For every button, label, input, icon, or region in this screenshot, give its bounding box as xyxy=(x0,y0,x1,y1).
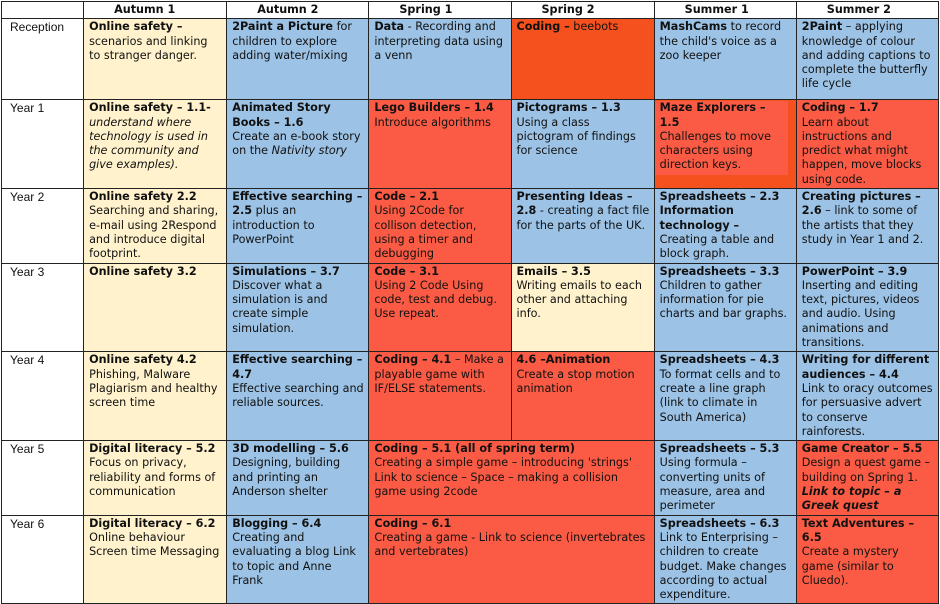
header-autumn-1: Autumn 1 xyxy=(84,2,227,19)
cell-title: Text Adventures – 6.5 xyxy=(801,516,915,544)
header-spring-1: Spring 1 xyxy=(369,2,511,19)
cell-title: Coding – 5.1 (all of spring term) xyxy=(374,442,575,456)
cell-body: Creating a simple game – introducing 'strings' Link to science – Space – making a collision game using 2code xyxy=(374,456,632,499)
cell-body: Using a class pictogram of findings for science xyxy=(516,115,636,158)
table-cell xyxy=(227,100,369,189)
cell-body: Effective searching and reliable sources. xyxy=(232,381,364,410)
cell-title: Coding – 1.7 xyxy=(801,101,879,115)
cell-title: Online safety – 1.1- xyxy=(89,101,211,115)
cell-title: Spreadsheets – 2.3 xyxy=(659,190,780,204)
table-cell xyxy=(796,352,938,441)
cell-body: Create an e-book story on the xyxy=(232,129,361,158)
table-cell xyxy=(796,263,938,352)
cell-title: Code – 3.1 xyxy=(374,264,440,278)
table-cell xyxy=(796,189,938,263)
cell-body-italic: Nativity story xyxy=(271,144,347,158)
table-cell xyxy=(796,441,938,515)
table-cell xyxy=(227,263,369,352)
cell-body: scenarios and linking to stranger danger. xyxy=(89,34,208,62)
row-label: Year 2 xyxy=(2,189,84,263)
table-cell xyxy=(369,263,511,352)
header-spring-2: Spring 2 xyxy=(511,2,654,19)
table-cell xyxy=(369,100,511,189)
table-cell xyxy=(84,189,227,263)
table-cell xyxy=(511,263,654,352)
cell-body: Learn about instructions and predict what might happen, move blocks using code. xyxy=(801,115,922,186)
cell-body: Creating a table and block graph. xyxy=(659,232,775,261)
cell-title: Digital literacy – 5.2 xyxy=(89,442,216,456)
cell-title: Coding – xyxy=(516,20,570,34)
table-cell xyxy=(796,100,938,189)
cell-body: To format cells and to create a line graph (link to climate in South America) xyxy=(659,367,781,424)
header-summer-2: Summer 2 xyxy=(796,2,938,19)
cell-title: Presenting Ideas – 2.8 xyxy=(516,190,633,218)
cell-title: PowerPoint – 3.9 xyxy=(801,264,908,278)
cell-body: Searching and sharing, e-mail using 2Respond and introduce digital footprint. xyxy=(89,204,219,261)
curriculum-table xyxy=(1,1,939,604)
cell-title: Simulations – 3.7 xyxy=(232,264,340,278)
cell-body: plus an introduction to PowerPoint xyxy=(232,204,315,246)
cell-body: Children to gather information for pie charts and bar graphs. xyxy=(659,278,787,321)
header-summer-1: Summer 1 xyxy=(654,2,796,19)
row-label: Reception xyxy=(2,19,84,100)
cell-body: Design a quest game – building on Spring 1. xyxy=(801,456,931,484)
table-cell xyxy=(796,19,938,100)
maze-box xyxy=(655,101,796,174)
cell-title: Online safety – xyxy=(89,20,183,34)
cell-title: Data xyxy=(374,20,405,34)
table-cell xyxy=(84,19,227,100)
table-cell xyxy=(511,352,654,441)
header-autumn-2: Autumn 2 xyxy=(227,2,369,19)
header-row xyxy=(2,2,939,19)
cell-title: Effective searching – 2.5 xyxy=(232,190,363,218)
cell-title: Blogging – 6.4 xyxy=(232,516,322,530)
table-cell xyxy=(796,515,938,604)
cell-body: Creating and evaluating a blog Link to topic and Anne Frank xyxy=(232,530,356,587)
table-cell-spring-merged xyxy=(369,441,654,515)
cell-title: MashCams xyxy=(659,20,728,34)
table-cell xyxy=(84,352,227,441)
cell-body: - creating a fact file for the parts of the UK. xyxy=(516,204,650,232)
table-cell xyxy=(369,352,511,441)
table-cell xyxy=(654,352,796,441)
cell-body: Using formula – converting units of measure, area and perimeter xyxy=(659,456,766,513)
cell-title: Effective searching – 4.7 xyxy=(232,353,363,381)
cell-title: Online safety 3.2 xyxy=(89,264,197,278)
cell-body: for children to explore adding water/mixing xyxy=(232,20,352,62)
cell-body: Link to Enterprising – children to create budget. Make changes according to actual expenditure. xyxy=(659,530,787,602)
table-cell xyxy=(511,189,654,263)
cell-body: Inserting and editing text, pictures, videos and audio. Using animations and transitions. xyxy=(801,278,920,350)
table-cell xyxy=(227,19,369,100)
cell-title: Lego Builders – 1.4 xyxy=(374,101,494,115)
table-cell xyxy=(369,189,511,263)
cell-title: 3D modelling – 5.6 xyxy=(232,442,349,456)
table-cell xyxy=(84,263,227,352)
table-cell xyxy=(654,19,796,100)
row-label: Year 6 xyxy=(2,515,84,604)
table-cell xyxy=(84,441,227,515)
table-row-year-5 xyxy=(2,441,939,515)
table-row-reception xyxy=(2,19,939,100)
cell-title: 2Paint a Picture xyxy=(232,20,334,34)
table-cell xyxy=(511,100,654,189)
table-cell xyxy=(227,441,369,515)
table-row-year-6 xyxy=(2,515,939,604)
cell-body: understand where technology is used in the community and give examples). xyxy=(89,115,208,172)
table-cell xyxy=(511,19,654,100)
cell-body: – Make a playable game with IF/ELSE statements. xyxy=(374,353,504,395)
header-corner xyxy=(2,2,84,19)
cell-body: Using 2 Code Using code, test and debug. Use repeat. xyxy=(374,278,497,321)
cell-body: Online behaviour Screen time Messaging xyxy=(89,530,220,559)
cell-title: Maze Explorers – 1.5 xyxy=(659,101,766,129)
table-cell-spring-merged xyxy=(369,515,654,604)
cell-title: Emails – 3.5 xyxy=(516,264,591,278)
row-label: Year 1 xyxy=(2,100,84,189)
cell-title: Coding – 4.1 xyxy=(374,353,452,367)
cell-body: Focus on privacy, reliability and forms of communication xyxy=(89,456,216,499)
cell-title: Spreadsheets – 5.3 xyxy=(659,442,780,456)
cell-body: Designing, building and printing an Anderson shelter xyxy=(232,456,341,499)
cell-title: Digital literacy – 6.2 xyxy=(89,516,216,530)
row-label: Year 4 xyxy=(2,352,84,441)
cell-body: – link to some of the artists that they study in Year 1 and 2. xyxy=(801,204,924,246)
table-row-year-4 xyxy=(2,352,939,441)
cell-title: Creating pictures – 2.6 xyxy=(801,190,921,218)
cell-body: to record the child's voice as a zoo keeper xyxy=(659,20,782,62)
cell-title: Spreadsheets – 4.3 xyxy=(659,353,780,367)
cell-link-topic: Link to topic – a Greek quest xyxy=(801,485,902,513)
cell-body: Using 2Code for collison detection, using a timer and debugging xyxy=(374,204,477,261)
cell-body: Phishing, Malware Plagiarism and healthy screen time xyxy=(89,367,218,410)
table-cell xyxy=(654,263,796,352)
cell-title: Writing for different audiences – 4.4 xyxy=(801,353,930,381)
row-label: Year 3 xyxy=(2,263,84,352)
table-cell xyxy=(654,189,796,263)
table-cell xyxy=(654,441,796,515)
cell-title: Online safety 2.2 xyxy=(89,190,197,204)
cell-body: beebots xyxy=(573,20,619,34)
cell-title: 2Paint xyxy=(801,20,843,34)
cell-title: Game Creator – 5.5 xyxy=(801,442,923,456)
table-cell xyxy=(369,19,511,100)
cell-body: Challenges to move characters using direction keys. xyxy=(659,129,771,172)
cell-title: Pictograms – 1.3 xyxy=(516,101,621,115)
table-cell xyxy=(227,515,369,604)
row-label: Year 5 xyxy=(2,441,84,515)
cell-body: Create a stop motion animation xyxy=(516,367,635,395)
table-cell xyxy=(227,352,369,441)
table-row-year-1 xyxy=(2,100,939,189)
table-row-year-2 xyxy=(2,189,939,263)
table-cell xyxy=(654,515,796,604)
cell-title: Code – 2.1 xyxy=(374,190,440,204)
cell-body: Link to oracy outcomes for persuasive advert to conserve rainforests. xyxy=(801,381,933,438)
cell-body: Introduce algorithms xyxy=(374,115,491,129)
table-cell xyxy=(654,100,796,189)
cell-body: - Recording and interpreting data using a venn xyxy=(374,20,503,62)
cell-title-2: Information technology – xyxy=(659,204,740,232)
table-cell xyxy=(84,515,227,604)
table-row-year-3 xyxy=(2,263,939,352)
cell-body: Create a mystery game (similar to Cluedo). xyxy=(801,545,899,587)
cell-title: Coding – 6.1 xyxy=(374,516,452,530)
cell-title: Online safety 4.2 xyxy=(89,353,197,367)
cell-title: Spreadsheets – 3.3 xyxy=(659,264,780,278)
cell-body: Discover what a simulation is and create simple simulation. xyxy=(232,278,328,335)
cell-title: Spreadsheets – 6.3 xyxy=(659,516,780,530)
cell-body: Creating a game - Link to science (invertebrates and vertebrates) xyxy=(374,530,646,559)
cell-title: 4.6 –Animation xyxy=(516,353,611,367)
cell-title: Animated Story Books – 1.6 xyxy=(232,101,331,129)
table-cell xyxy=(84,100,227,189)
cell-body: Writing emails to each other and attaching info. xyxy=(516,278,643,321)
table-cell xyxy=(227,189,369,263)
cell-body: – applying knowledge of colour and adding captions to complete the butterfly life cycle xyxy=(801,20,931,91)
